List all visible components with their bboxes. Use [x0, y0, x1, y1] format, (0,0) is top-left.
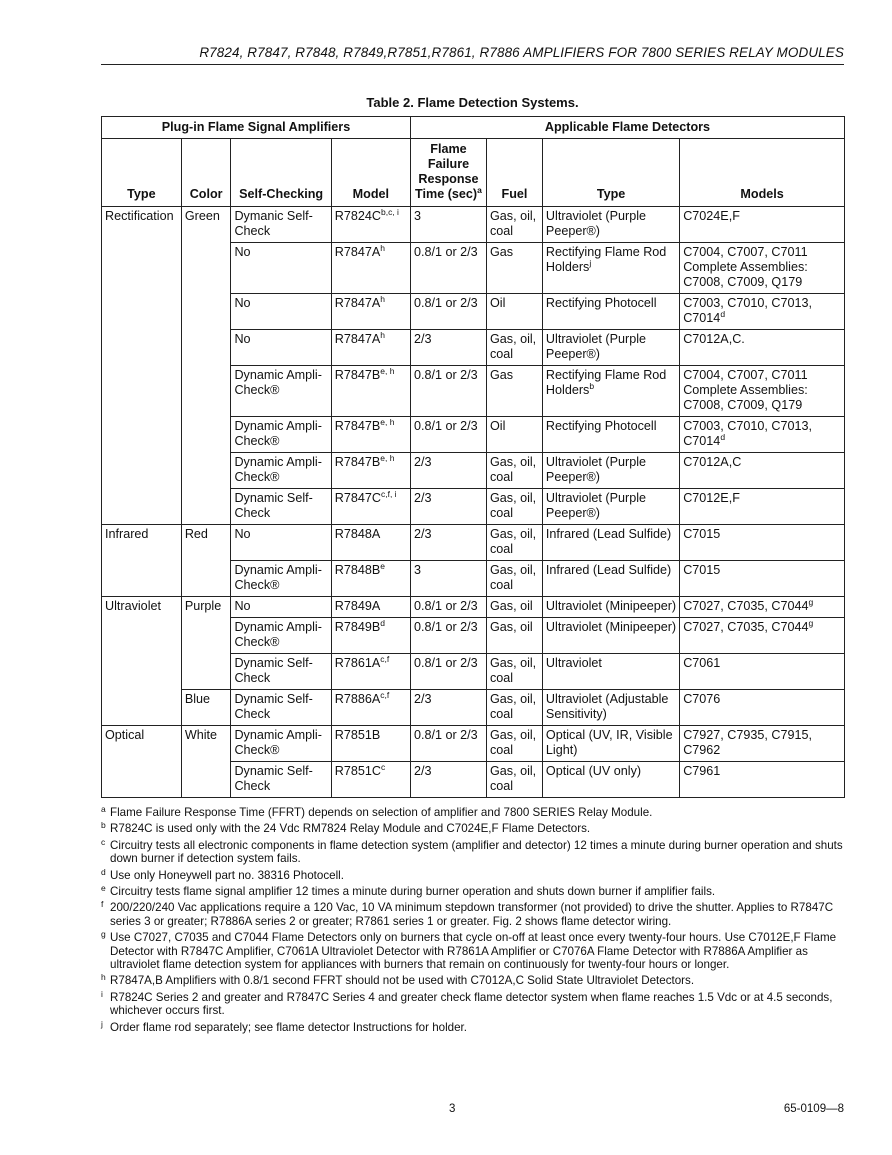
cell-color: Red — [181, 525, 231, 597]
cell-model-text: R7848A — [334, 527, 381, 541]
cell-model-footnote-mark: c,f, i — [380, 489, 397, 499]
footnote-text: Flame Failure Response Time (FFRT) depends on selection of amplifier and 7800 SERIES Relay Module. — [110, 806, 653, 819]
cell-detector-type — [542, 762, 679, 798]
cell-detector-type-text: Optical (UV only) — [545, 764, 642, 778]
cell-detector-models — [680, 561, 845, 597]
cell-detector-type-text: Ultraviolet — [545, 656, 602, 670]
cell-self-checking: Dynamic Self-Check — [231, 489, 331, 525]
cell-detector-models — [680, 453, 845, 489]
cell-fuel: Gas, oil — [486, 618, 542, 654]
group-header-row — [102, 117, 845, 139]
cell-self-checking: No — [231, 243, 331, 294]
footnote-text: Use only Honeywell part no. 38316 Photocell. — [110, 868, 344, 882]
cell-model — [331, 243, 410, 294]
footnote-mark: b — [101, 820, 106, 831]
cell-fuel: Oil — [486, 294, 542, 330]
cell-model — [331, 561, 410, 597]
table-row — [102, 597, 845, 618]
col-header-ffrt — [410, 139, 486, 207]
ffrt-footnote-mark: a — [477, 185, 482, 195]
cell-detector-type — [542, 597, 679, 618]
cell-model-text: R7851C — [334, 764, 381, 778]
cell-self-checking: No — [231, 525, 331, 561]
cell-type: Optical — [102, 726, 182, 798]
col-header-type: Type — [102, 139, 182, 207]
footnote-mark: d — [101, 866, 106, 877]
cell-detector-models-footnote-mark: d — [720, 432, 726, 442]
cell-self-checking: Dynamic Ampli-Check® — [231, 726, 331, 762]
cell-model-footnote-mark: h — [380, 330, 386, 340]
cell-detector-type — [542, 207, 679, 243]
cell-model-footnote-mark: e — [380, 561, 386, 571]
cell-ffrt: 0.8/1 or 2/3 — [410, 597, 486, 618]
document-number: 65-0109—8 — [783, 1103, 844, 1115]
footnote — [101, 836, 846, 866]
group-header-detectors: Applicable Flame Detectors — [410, 117, 844, 139]
footnote-text: Use C7027, C7035 and C7044 Flame Detectors only on burners that cycle on-off at least once every twenty-four hours. Use C7012E,F Flame Detector with R7847C Amplifier, C7061A Ultraviolet Detector with R7861A Amplifier or C7076A Flame Detector with R7886A Amplifier as ultraviolet flame detection system for appliances with burners that remain on continuously for twenty-four hours or longer. — [110, 931, 837, 972]
cell-detector-type — [542, 417, 679, 453]
cell-detector-models-text: C7012E,F — [683, 491, 740, 505]
cell-model — [331, 453, 410, 489]
cell-self-checking: Dynamic Ampli-Check® — [231, 366, 331, 417]
cell-detector-type-text: Ultraviolet (Adjustable Sensitivity) — [545, 692, 669, 721]
cell-self-checking: Dynamic Ampli-Check® — [231, 618, 331, 654]
cell-model-footnote-mark: c,f — [380, 654, 390, 664]
cell-model — [331, 597, 410, 618]
cell-detector-type-text: Rectifying Flame Rod Holders — [545, 245, 667, 274]
cell-model-text: R7847A — [334, 296, 381, 310]
cell-detector-models-text: C7024E,F — [683, 209, 740, 223]
cell-self-checking: No — [231, 597, 331, 618]
footnote — [101, 931, 846, 971]
footnote-text: Order flame rod separately; see flame detector Instructions for holder. — [110, 1020, 467, 1034]
cell-detector-type — [542, 489, 679, 525]
cell-model — [331, 690, 410, 726]
cell-detector-models-text: C7012A,C. — [683, 332, 745, 346]
cell-detector-models-text: C7003, C7010, C7013, C7014 — [683, 419, 813, 448]
cell-self-checking: No — [231, 294, 331, 330]
cell-ffrt: 0.8/1 or 2/3 — [410, 294, 486, 330]
ffrt-line-4: Time (sec) — [415, 187, 478, 201]
cell-ffrt: 0.8/1 or 2/3 — [410, 618, 486, 654]
cell-model — [331, 762, 410, 798]
cell-model-footnote-mark: b,c, i — [380, 207, 399, 217]
footnotes — [101, 806, 846, 1037]
cell-ffrt: 2/3 — [410, 453, 486, 489]
cell-detector-models-text: C7961 — [683, 764, 721, 778]
cell-model-text: R7847A — [334, 332, 381, 346]
cell-detector-type — [542, 366, 679, 417]
cell-detector-models — [680, 294, 845, 330]
cell-model-footnote-mark: e, h — [380, 366, 395, 376]
footnote-text: Circuitry tests all electronic components in flame detection system (amplifier and detector) 12 times a minute during burner operation and shuts down burner if detection system fails. — [110, 838, 843, 866]
group-header-amplifiers: Plug-in Flame Signal Amplifiers — [102, 117, 411, 139]
footnote-mark: f — [101, 899, 104, 910]
cell-detector-models-text: C7027, C7035, C7044 — [683, 599, 809, 613]
cell-detector-type-text: Infrared (Lead Sulfide) — [545, 563, 672, 577]
cell-model-text: R7824C — [334, 209, 381, 223]
cell-detector-models — [680, 366, 845, 417]
cell-color: White — [181, 726, 231, 798]
footnote — [101, 974, 846, 987]
footnote — [101, 885, 846, 898]
running-header: R7824, R7847, R7848, R7849,R7851,R7861, R7886 AMPLIFIERS FOR 7800 SERIES RELAY MODULES — [199, 45, 844, 60]
cell-detector-type-text: Ultraviolet (Minipeeper) — [545, 620, 677, 634]
cell-detector-models-text: C7061 — [683, 656, 721, 670]
cell-detector-models — [680, 207, 845, 243]
col-header-color: Color — [181, 139, 231, 207]
cell-detector-models — [680, 618, 845, 654]
cell-model-text: R7847C — [334, 491, 381, 505]
cell-ffrt: 2/3 — [410, 762, 486, 798]
footnote-text: R7824C Series 2 and greater and R7847C Series 4 and greater check flame detector system when flame reaches 1.5 Vdc or at 4.5 seconds, whichever occurs first. — [110, 990, 833, 1018]
cell-detector-type-text: Rectifying Photocell — [545, 419, 657, 433]
cell-model-footnote-mark: h — [380, 294, 386, 304]
cell-model-text: R7847A — [334, 245, 381, 259]
cell-model — [331, 294, 410, 330]
cell-model — [331, 489, 410, 525]
table-row — [102, 525, 845, 561]
cell-model — [331, 618, 410, 654]
cell-fuel: Gas, oil, coal — [486, 762, 542, 798]
col-header-detector-type: Type — [542, 139, 679, 207]
table-title: Table 2. Flame Detection Systems. — [366, 95, 579, 110]
footnote-mark: h — [101, 972, 106, 983]
cell-detector-type — [542, 654, 679, 690]
cell-model-text: R7848B — [334, 563, 381, 577]
cell-detector-type — [542, 294, 679, 330]
cell-detector-models-text: C7015 — [683, 563, 721, 577]
cell-detector-models — [680, 726, 845, 762]
cell-self-checking: Dynamic Ampli-Check® — [231, 417, 331, 453]
footnote-mark: e — [101, 883, 106, 894]
cell-detector-models — [680, 330, 845, 366]
cell-self-checking: Dynamic Self-Check — [231, 654, 331, 690]
cell-detector-models — [680, 654, 845, 690]
cell-detector-type-text: Ultraviolet (Purple Peeper®) — [545, 455, 647, 484]
page-number: 3 — [449, 1103, 456, 1115]
cell-model-footnote-mark: e, h — [380, 417, 395, 427]
cell-color: Purple — [181, 597, 231, 690]
cell-fuel: Gas, oil, coal — [486, 654, 542, 690]
cell-detector-type-text: Rectifying Flame Rod Holders — [545, 368, 667, 397]
cell-model-footnote-mark: h — [380, 243, 386, 253]
header-rule — [101, 64, 844, 65]
cell-detector-type — [542, 330, 679, 366]
cell-detector-models-text: C7015 — [683, 527, 721, 541]
cell-model-text: R7847B — [334, 419, 381, 433]
cell-type: Ultraviolet — [102, 597, 182, 726]
col-header-detector-models: Models — [680, 139, 845, 207]
cell-detector-type — [542, 618, 679, 654]
footnote-text: R7847A,B Amplifiers with 0.8/1 second FFRT should not be used with C7012A,C Solid State Ultraviolet Detectors. — [110, 974, 695, 988]
cell-color: Green — [181, 207, 231, 525]
cell-model-text: R7849A — [334, 599, 381, 613]
cell-type: Rectification — [102, 207, 182, 525]
cell-detector-type — [542, 525, 679, 561]
cell-fuel: Gas, oil, coal — [486, 330, 542, 366]
footnote — [101, 866, 846, 882]
footnote-mark: i — [101, 988, 103, 999]
cell-model-text: R7861A — [334, 656, 381, 670]
cell-detector-models-text: C7927, C7935, C7915, C7962 — [683, 728, 813, 757]
cell-type: Infrared — [102, 525, 182, 597]
cell-detector-models-footnote-mark: d — [720, 309, 726, 319]
footnote-mark: j — [101, 1018, 103, 1029]
table-row — [102, 690, 845, 726]
footnote-text: R7824C is used only with the 24 Vdc RM7824 Relay Module and C7024E,F Flame Detectors. — [110, 822, 591, 836]
ffrt-line-1: Flame — [430, 142, 467, 156]
cell-detector-type-text: Optical (UV, IR, Visible Light) — [545, 728, 673, 757]
cell-fuel: Gas, oil, coal — [486, 690, 542, 726]
table-body — [102, 207, 845, 798]
cell-detector-models — [680, 417, 845, 453]
cell-fuel: Gas, oil, coal — [486, 525, 542, 561]
col-header-self-checking: Self-Checking — [231, 139, 331, 207]
cell-detector-type-text: Rectifying Photocell — [545, 296, 657, 310]
cell-self-checking: Dynamic Ampli-Check® — [231, 453, 331, 489]
cell-model-footnote-mark: e, h — [380, 453, 395, 463]
cell-ffrt: 0.8/1 or 2/3 — [410, 654, 486, 690]
cell-ffrt: 0.8/1 or 2/3 — [410, 366, 486, 417]
cell-detector-models — [680, 243, 845, 294]
cell-detector-type-text: Ultraviolet (Minipeeper) — [545, 599, 677, 613]
cell-detector-models-text: C7004, C7007, C7011 Complete Assemblies: C7008, C7009, Q179 — [683, 245, 808, 289]
ffrt-line-3: Response — [418, 172, 479, 186]
cell-ffrt: 0.8/1 or 2/3 — [410, 243, 486, 294]
cell-model-text: R7847B — [334, 368, 381, 382]
cell-detector-models — [680, 489, 845, 525]
cell-detector-type-footnote-mark: b — [589, 381, 595, 391]
footnote — [101, 1018, 846, 1034]
cell-fuel: Oil — [486, 417, 542, 453]
cell-fuel: Gas, oil, coal — [486, 207, 542, 243]
cell-detector-models-text: C7076 — [683, 692, 721, 706]
cell-self-checking: Dynamic Self-Check — [231, 762, 331, 798]
cell-detector-type — [542, 243, 679, 294]
cell-detector-type-text: Ultraviolet (Purple Peeper®) — [545, 491, 647, 520]
footnote — [101, 822, 846, 835]
cell-color: Blue — [181, 690, 231, 726]
footnote — [101, 806, 846, 819]
col-header-fuel: Fuel — [486, 139, 542, 207]
cell-fuel: Gas, oil, coal — [486, 489, 542, 525]
cell-ffrt: 2/3 — [410, 690, 486, 726]
cell-detector-models-text: C7027, C7035, C7044 — [683, 620, 809, 634]
cell-detector-models-text: C7003, C7010, C7013, C7014 — [683, 296, 813, 325]
cell-detector-models — [680, 525, 845, 561]
cell-ffrt: 2/3 — [410, 525, 486, 561]
cell-detector-models — [680, 597, 845, 618]
cell-model — [331, 330, 410, 366]
footnote — [101, 901, 846, 928]
cell-detector-type-footnote-mark: j — [589, 258, 592, 268]
footnote-text: 200/220/240 Vac applications require a 120 Vac, 10 VA minimum stepdown transformer (not provided) to drive the shutter. Applies to R7847C series 3 or greater; R7886A series 2 or greater; R7861 series 1 or greater. Fig. 2 shows flame detector wiring. — [110, 901, 834, 928]
flame-detection-table — [101, 116, 845, 798]
cell-self-checking: Dynamic Ampli-Check® — [231, 561, 331, 597]
cell-self-checking: Dynamic Self-Check — [231, 690, 331, 726]
cell-detector-type — [542, 690, 679, 726]
col-header-model: Model — [331, 139, 410, 207]
table-row — [102, 726, 845, 762]
cell-model-text: R7886A — [334, 692, 381, 706]
cell-ffrt: 0.8/1 or 2/3 — [410, 417, 486, 453]
cell-detector-models — [680, 762, 845, 798]
column-header-row — [102, 139, 845, 207]
footnote-mark: a — [101, 804, 106, 814]
cell-detector-models-footnote-mark: g — [808, 597, 814, 607]
footnote-mark: c — [101, 836, 106, 847]
cell-detector-models — [680, 690, 845, 726]
cell-fuel: Gas, oil, coal — [486, 453, 542, 489]
cell-fuel: Gas, oil, coal — [486, 726, 542, 762]
cell-model-footnote-mark: c — [380, 762, 386, 772]
cell-model — [331, 207, 410, 243]
cell-detector-models-footnote-mark: g — [808, 618, 814, 628]
cell-fuel: Gas, oil — [486, 597, 542, 618]
cell-fuel: Gas, oil, coal — [486, 561, 542, 597]
cell-detector-type — [542, 453, 679, 489]
cell-model — [331, 525, 410, 561]
cell-self-checking: No — [231, 330, 331, 366]
cell-self-checking: Dymanic Self-Check — [231, 207, 331, 243]
cell-detector-type-text: Ultraviolet (Purple Peeper®) — [545, 332, 647, 361]
cell-model-footnote-mark: d — [380, 618, 386, 628]
cell-fuel: Gas — [486, 243, 542, 294]
cell-detector-type — [542, 561, 679, 597]
cell-detector-models-text: C7012A,C — [683, 455, 742, 469]
footnote-text: Circuitry tests flame signal amplifier 12 times a minute during burner operation and shuts down burner if amplifier fails. — [110, 885, 716, 899]
cell-fuel: Gas — [486, 366, 542, 417]
footnote — [101, 988, 846, 1018]
cell-model-text: R7849B — [334, 620, 381, 634]
table-row — [102, 207, 845, 243]
cell-detector-type-text: Ultraviolet (Purple Peeper®) — [545, 209, 647, 238]
cell-model-text: R7851B — [334, 728, 381, 742]
cell-model — [331, 366, 410, 417]
cell-model-footnote-mark: c,f — [380, 690, 390, 700]
cell-ffrt: 0.8/1 or 2/3 — [410, 726, 486, 762]
cell-detector-type-text: Infrared (Lead Sulfide) — [545, 527, 672, 541]
cell-model-text: R7847B — [334, 455, 381, 469]
footnote-mark: g — [101, 929, 106, 940]
cell-ffrt: 3 — [410, 207, 486, 243]
cell-model — [331, 654, 410, 690]
ffrt-line-2: Failure — [427, 157, 470, 171]
cell-ffrt: 2/3 — [410, 489, 486, 525]
cell-ffrt: 2/3 — [410, 330, 486, 366]
cell-ffrt: 3 — [410, 561, 486, 597]
cell-model — [331, 417, 410, 453]
cell-detector-models-text: C7004, C7007, C7011 Complete Assemblies: C7008, C7009, Q179 — [683, 368, 808, 412]
cell-model — [331, 726, 410, 762]
cell-detector-type — [542, 726, 679, 762]
